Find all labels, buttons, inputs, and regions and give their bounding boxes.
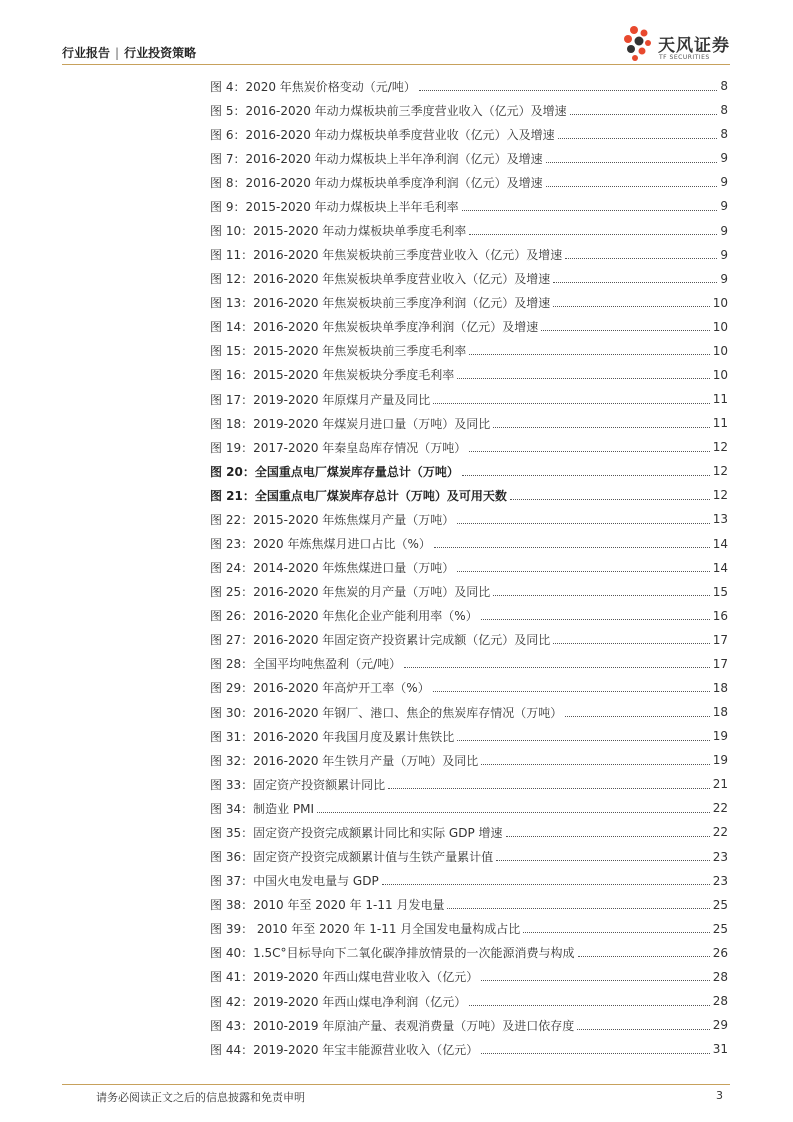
toc-entry-page: 12 xyxy=(712,440,728,455)
toc-entry-page: 9 xyxy=(720,175,728,190)
toc-entry[interactable] xyxy=(210,170,728,194)
toc-leader-dots xyxy=(433,691,710,692)
footer-divider xyxy=(62,1084,730,1085)
toc-leader-dots xyxy=(469,234,717,235)
toc-entry[interactable] xyxy=(210,580,728,604)
toc-leader-dots xyxy=(419,90,718,91)
toc-entry-label: 图 6：2016-2020 年动力煤板块单季度营业收（亿元）入及增速 xyxy=(210,127,555,142)
report-type: 行业报告 xyxy=(62,46,111,60)
toc-leader-dots xyxy=(434,547,710,548)
toc-entry[interactable] xyxy=(210,941,728,965)
toc-entry-label: 图 28：全国平均吨焦盈利（元/吨） xyxy=(210,657,402,672)
toc-entry-label: 图 17：2019-2020 年原煤月产量及同比 xyxy=(210,392,431,407)
toc-entry[interactable] xyxy=(210,122,728,146)
toc-entry-page: 10 xyxy=(712,367,728,382)
toc-entry[interactable] xyxy=(210,893,728,917)
logo-subtitle: TF SECURITIES xyxy=(659,54,710,61)
toc-entry-page: 19 xyxy=(712,729,728,744)
toc-entry-label: 图 13：2016-2020 年焦炭板块前三季度净利润（亿元）及增速 xyxy=(210,296,551,311)
toc-entry-label: 图 35：固定资产投资完成额累计同比和实际 GDP 增速 xyxy=(210,825,503,840)
toc-entry-page: 18 xyxy=(712,705,728,720)
toc-entry-page: 22 xyxy=(712,825,728,840)
toc-entry-label: 图 36：固定资产投资完成额累计值与生铁产量累计值 xyxy=(210,850,494,865)
toc-entry-label: 图 31：2016-2020 年我国月度及累计焦铁比 xyxy=(210,729,455,744)
toc-entry-label: 图 16：2015-2020 年焦炭板块分季度毛利率 xyxy=(210,368,455,383)
toc-entry-label: 图 21：全国重点电厂煤炭库存总计（万吨）及可用天数 xyxy=(210,488,507,503)
toc-entry[interactable] xyxy=(210,387,728,411)
toc-leader-dots xyxy=(546,186,718,187)
toc-entry-page: 23 xyxy=(712,873,728,888)
toc-leader-dots xyxy=(546,162,718,163)
toc-entry-label: 图 24：2014-2020 年炼焦煤进口量（万吨） xyxy=(210,561,455,576)
toc-entry[interactable] xyxy=(210,507,728,531)
toc-entry-label: 图 26：2016-2020 年焦化企业产能利用率（%） xyxy=(210,609,478,624)
toc-entry-label: 图 29：2016-2020 年高炉开工率（%） xyxy=(210,681,430,696)
toc-leader-dots xyxy=(565,716,709,717)
toc-entry-label: 图 44：2019-2020 年宝丰能源营业收入（亿元） xyxy=(210,1042,479,1057)
toc-entry[interactable] xyxy=(210,676,728,700)
toc-leader-dots xyxy=(541,330,709,331)
toc-leader-dots xyxy=(388,788,710,789)
toc-leader-dots xyxy=(506,836,710,837)
toc-leader-dots xyxy=(462,210,718,211)
toc-leader-dots xyxy=(457,740,709,741)
toc-entry[interactable] xyxy=(210,796,728,820)
toc-entry-page: 10 xyxy=(712,319,728,334)
toc-entry[interactable] xyxy=(210,1037,728,1061)
toc-entry[interactable] xyxy=(210,604,728,628)
report-header xyxy=(62,44,196,61)
toc-leader-dots xyxy=(469,354,709,355)
toc-leader-dots xyxy=(553,643,709,644)
toc-entry[interactable] xyxy=(210,652,728,676)
toc-entry-label: 图 9：2015-2020 年动力煤板块上半年毛利率 xyxy=(210,199,459,214)
toc-entry[interactable] xyxy=(210,845,728,869)
toc-entry-label: 图 32：2016-2020 年生铁月产量（万吨）及同比 xyxy=(210,753,479,768)
toc-entry-label: 图 4：2020 年焦炭价格变动（元/吨） xyxy=(210,79,416,94)
toc-leader-dots xyxy=(481,619,710,620)
toc-entry-page: 11 xyxy=(712,416,728,431)
toc-leader-dots xyxy=(382,884,710,885)
figure-list xyxy=(210,74,728,1061)
toc-entry-label: 图 25：2016-2020 年焦炭的月产量（万吨）及同比 xyxy=(210,585,491,600)
toc-entry-page: 28 xyxy=(712,969,728,984)
toc-leader-dots xyxy=(404,667,710,668)
toc-entry[interactable] xyxy=(210,772,728,796)
toc-entry-page: 25 xyxy=(712,897,728,912)
toc-entry-page: 19 xyxy=(712,753,728,768)
toc-leader-dots xyxy=(457,378,709,379)
toc-entry-page: 10 xyxy=(712,295,728,310)
header-divider xyxy=(62,64,730,65)
toc-entry[interactable] xyxy=(210,194,728,218)
toc-entry[interactable] xyxy=(210,483,728,507)
toc-leader-dots xyxy=(457,523,709,524)
toc-entry-page: 14 xyxy=(712,560,728,575)
toc-leader-dots xyxy=(447,908,709,909)
toc-leader-dots xyxy=(493,595,709,596)
toc-leader-dots xyxy=(570,114,718,115)
toc-entry[interactable] xyxy=(210,1013,728,1037)
toc-entry-page: 8 xyxy=(720,127,728,142)
company-logo xyxy=(622,24,742,64)
toc-entry-page: 13 xyxy=(712,512,728,527)
toc-entry-label: 图 38：2010 年至 2020 年 1-11 月发电量 xyxy=(210,898,445,913)
toc-entry-page: 14 xyxy=(712,536,728,551)
toc-entry[interactable] xyxy=(210,917,728,941)
toc-leader-dots xyxy=(457,571,709,572)
toc-entry[interactable] xyxy=(210,965,728,989)
toc-entry[interactable] xyxy=(210,315,728,339)
toc-entry-page: 12 xyxy=(712,488,728,503)
toc-entry-label: 图 7：2016-2020 年动力煤板块上半年净利润（亿元）及增速 xyxy=(210,151,543,166)
toc-entry-page: 18 xyxy=(712,680,728,695)
toc-entry[interactable] xyxy=(210,748,728,772)
toc-leader-dots xyxy=(481,980,709,981)
toc-entry-label: 图 22：2015-2020 年炼焦煤月产量（万吨） xyxy=(210,512,455,527)
toc-entry-page: 23 xyxy=(712,849,728,864)
toc-entry-page: 17 xyxy=(712,656,728,671)
toc-leader-dots xyxy=(553,282,717,283)
toc-entry-label: 图 12：2016-2020 年焦炭板块单季度营业收入（亿元）及增速 xyxy=(210,272,551,287)
toc-leader-dots xyxy=(462,475,710,476)
toc-entry-page: 12 xyxy=(712,464,728,479)
toc-entry[interactable] xyxy=(210,291,728,315)
toc-entry-label: 图 30：2016-2020 年钢厂、港口、焦企的焦炭库存情况（万吨） xyxy=(210,705,563,720)
toc-leader-dots xyxy=(577,1029,709,1030)
toc-entry[interactable] xyxy=(210,411,728,435)
toc-entry-page: 16 xyxy=(712,608,728,623)
toc-entry-label: 图 39： 2010 年至 2020 年 1-11 月全国发电量构成占比 xyxy=(210,922,521,937)
toc-entry-label: 图 5：2016-2020 年动力煤板块前三季度营业收入（亿元）及增速 xyxy=(210,103,567,118)
toc-leader-dots xyxy=(510,499,710,500)
toc-entry-page: 31 xyxy=(712,1042,728,1057)
toc-entry-page: 9 xyxy=(720,151,728,166)
toc-entry-label: 图 40：1.5C°目标导向下二氧化碳净排放情景的一次能源消费与构成 xyxy=(210,946,575,961)
toc-entry[interactable] xyxy=(210,435,728,459)
toc-entry[interactable] xyxy=(210,556,728,580)
toc-entry-label: 图 23：2020 年炼焦煤月进口占比（%） xyxy=(210,537,431,552)
toc-leader-dots xyxy=(578,956,710,957)
report-category: 行业投资策略 xyxy=(124,46,197,60)
toc-entry-label: 图 18：2019-2020 年煤炭月进口量（万吨）及同比 xyxy=(210,416,491,431)
toc-entry[interactable] xyxy=(210,146,728,170)
toc-entry-label: 图 10：2015-2020 年动力煤板块单季度毛利率 xyxy=(210,224,467,238)
toc-entry-page: 10 xyxy=(712,343,728,358)
toc-entry-page: 9 xyxy=(720,223,728,238)
toc-entry-label: 图 27：2016-2020 年固定资产投资累计完成额（亿元）及同比 xyxy=(210,633,551,648)
toc-entry[interactable] xyxy=(210,243,728,267)
toc-entry-page: 29 xyxy=(712,1018,728,1033)
toc-entry[interactable] xyxy=(210,724,728,748)
toc-entry-page: 9 xyxy=(720,271,728,286)
toc-entry-page: 8 xyxy=(720,103,728,118)
toc-entry[interactable] xyxy=(210,267,728,291)
toc-leader-dots xyxy=(317,812,710,813)
toc-entry-label: 图 19：2017-2020 年秦皇岛库存情况（万吨） xyxy=(210,440,467,455)
toc-entry-label: 图 33：固定资产投资额累计同比 xyxy=(210,777,386,792)
toc-entry-label: 图 43：2010-2019 年原油产量、表观消费量（万吨）及进口依存度 xyxy=(210,1018,575,1033)
toc-entry-page: 9 xyxy=(720,247,728,262)
toc-leader-dots xyxy=(493,427,709,428)
page-number: 3 xyxy=(716,1089,723,1102)
toc-entry-label: 图 41：2019-2020 年西山煤电营业收入（亿元） xyxy=(210,970,479,985)
toc-entry[interactable] xyxy=(210,989,728,1013)
toc-entry-page: 9 xyxy=(720,199,728,214)
toc-entry-label: 图 14：2016-2020 年焦炭板块单季度净利润（亿元）及增速 xyxy=(210,320,539,335)
toc-leader-dots xyxy=(481,764,709,765)
toc-leader-dots xyxy=(469,1005,709,1006)
toc-entry-page: 11 xyxy=(712,392,728,407)
logo-name: 天风证券 xyxy=(658,36,730,56)
toc-entry[interactable] xyxy=(210,628,728,652)
toc-leader-dots xyxy=(481,1053,709,1054)
toc-entry[interactable] xyxy=(210,218,728,242)
toc-leader-dots xyxy=(553,306,709,307)
toc-leader-dots xyxy=(496,860,710,861)
toc-entry-page: 17 xyxy=(712,632,728,647)
toc-leader-dots xyxy=(469,451,709,452)
toc-entry-label: 图 20：全国重点电厂煤炭库存量总计（万吨） xyxy=(210,464,459,479)
toc-entry[interactable] xyxy=(210,363,728,387)
toc-leader-dots xyxy=(523,932,709,933)
footer-disclaimer: 请务必阅读正文之后的信息披露和免责申明 xyxy=(96,1091,305,1104)
toc-entry-label: 图 11：2016-2020 年焦炭板块前三季度营业收入（亿元）及增速 xyxy=(210,248,563,263)
toc-entry-page: 28 xyxy=(712,994,728,1008)
toc-entry-label: 图 42：2019-2020 年西山煤电净利润（亿元） xyxy=(210,994,467,1009)
toc-entry[interactable] xyxy=(210,820,728,844)
toc-entry[interactable] xyxy=(210,339,728,363)
toc-entry[interactable] xyxy=(210,74,728,98)
toc-leader-dots xyxy=(433,403,709,404)
header-separator: | xyxy=(115,46,120,60)
tf-flower-icon xyxy=(622,24,656,64)
toc-entry-page: 25 xyxy=(712,921,728,936)
toc-entry-label: 图 8：2016-2020 年动力煤板块单季度净利润（亿元）及增速 xyxy=(210,175,543,190)
toc-entry[interactable] xyxy=(210,531,728,555)
toc-entry[interactable] xyxy=(210,869,728,893)
toc-entry-label: 图 37：中国火电发电量与 GDP xyxy=(210,874,379,889)
toc-entry-page: 26 xyxy=(712,945,728,960)
toc-entry[interactable] xyxy=(210,98,728,122)
toc-entry-page: 8 xyxy=(720,79,728,94)
toc-entry[interactable] xyxy=(210,459,728,483)
toc-entry-label: 图 15：2015-2020 年焦炭板块前三季度毛利率 xyxy=(210,344,467,359)
toc-entry-page: 15 xyxy=(712,584,728,599)
toc-entry-page: 22 xyxy=(712,801,728,816)
toc-leader-dots xyxy=(565,258,717,259)
toc-entry-page: 21 xyxy=(712,777,728,792)
toc-entry[interactable] xyxy=(210,700,728,724)
toc-leader-dots xyxy=(558,138,718,139)
toc-entry-label: 图 34：制造业 PMI xyxy=(210,801,315,816)
